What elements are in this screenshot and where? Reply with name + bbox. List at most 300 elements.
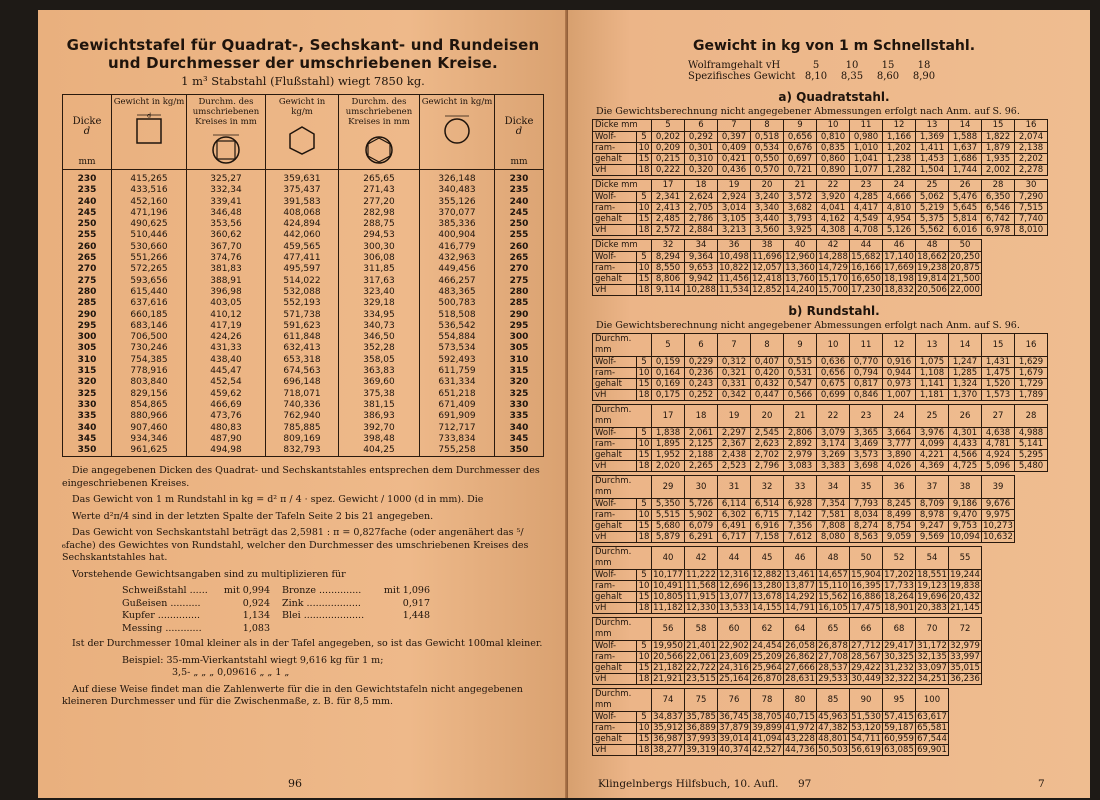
value-cell: 480,83 [187, 423, 266, 434]
value-cell: 1,838 [652, 428, 685, 439]
grade-cell: 10 [637, 263, 652, 274]
dicke-cell: 350 [495, 445, 544, 457]
value-cell: 0,175 [652, 390, 685, 401]
quadrat-tables [592, 119, 1076, 296]
value-cell: 5,726 [685, 499, 718, 510]
value-cell: 33,997 [950, 652, 980, 662]
value-cell: 9,753 [949, 521, 982, 532]
value-cell: 39,319 [686, 745, 716, 755]
value-cell: 445,47 [187, 366, 266, 377]
dicke-cell: 250 [63, 219, 112, 230]
value-cell: 0,817 [850, 379, 883, 390]
value-cell: 6,302 [718, 510, 751, 521]
value-cell: 39,014 [719, 734, 749, 744]
value-cell: 2,884 [685, 225, 718, 236]
value-cell: 530,660 [112, 242, 187, 253]
multiplier-list [122, 585, 544, 635]
value-cell: 47,382 [818, 723, 848, 733]
value-cell: 28,567 [851, 652, 881, 662]
note-2: Das Gewicht von 1 m Rundstahl in kg = d² π / 4 · spez. Gewicht / 1000 (d in mm). Die [72, 494, 484, 506]
value-cell: 0,636 [817, 357, 850, 368]
value-cell: 3,213 [718, 225, 751, 236]
size-header: 16 [1015, 120, 1048, 132]
size-header: 40 [652, 547, 685, 570]
value-cell: 6,079 [685, 521, 718, 532]
value-cell: 369,60 [339, 377, 420, 388]
table-row [593, 652, 982, 663]
section-rundstahl: b) Rundstahl. [788, 304, 880, 318]
value-cell: 35,912 [653, 723, 683, 733]
grade-cell: 18 [637, 390, 652, 401]
value-cell: 3,083 [784, 461, 817, 472]
value-cell: 1,411 [916, 143, 949, 154]
table-row [593, 390, 1048, 401]
table-row [63, 355, 544, 366]
header-label: Durchm. mm [593, 618, 652, 641]
value-cell: 26,862 [785, 652, 815, 662]
value-cell: 14,155 [752, 603, 782, 613]
row-label: Wolf- [593, 428, 637, 439]
grade-cell: 5 [637, 252, 652, 263]
dicke-cell: 320 [63, 377, 112, 388]
grade-cell: 18 [637, 532, 652, 543]
value-cell: 325,27 [187, 170, 266, 186]
grade-cell: 5 [637, 641, 652, 652]
size-header: 76 [718, 689, 751, 712]
value-cell: 0,697 [784, 154, 817, 165]
grade-cell: 10 [637, 510, 652, 521]
value-cell: 23,515 [686, 674, 716, 684]
value-cell: 30,325 [884, 652, 914, 662]
size-header: 66 [850, 618, 883, 641]
size-header: 5 [652, 120, 685, 132]
table-header-row [593, 547, 982, 570]
size-header: 14 [949, 120, 982, 132]
value-cell: 12,418 [752, 274, 782, 284]
value-cell: 16,395 [851, 581, 881, 591]
grade-cell: 5 [637, 570, 652, 581]
value-cell: 0,980 [850, 132, 883, 143]
value-cell: 0,547 [784, 379, 817, 390]
left-subtitle: 1 m³ Stabstahl (Flußstahl) wiegt 7850 kg. [181, 74, 425, 88]
size-header: 10 [817, 120, 850, 132]
value-cell: 2,892 [784, 439, 817, 450]
value-cell: 37,993 [686, 734, 716, 744]
value-cell: 0,518 [751, 132, 784, 143]
steel-weight-table [592, 239, 982, 296]
size-header: 36 [883, 476, 916, 499]
size-header: 34 [817, 476, 850, 499]
value-cell: 5,879 [652, 532, 685, 543]
row-label: gehalt [593, 214, 637, 225]
dicke-cell: 260 [63, 242, 112, 253]
size-header: 21 [784, 180, 817, 192]
dicke-cell: 285 [495, 298, 544, 309]
value-cell: 20,506 [917, 285, 947, 295]
value-cell: 19,950 [653, 641, 683, 651]
row-label: vH [593, 603, 637, 614]
value-cell: 5,680 [652, 521, 685, 532]
size-header: 25 [916, 405, 949, 428]
size-header: 100 [916, 689, 949, 712]
value-cell: 554,884 [420, 332, 495, 343]
table-row [593, 165, 1048, 176]
value-cell: 396,98 [187, 287, 266, 298]
value-cell: 0,860 [817, 154, 850, 165]
value-cell: 6,514 [751, 499, 784, 510]
value-cell: 11,915 [686, 592, 716, 602]
table-row [63, 197, 544, 208]
value-cell: 611,759 [420, 366, 495, 377]
value-cell: 0,202 [652, 132, 685, 143]
size-header: 20 [751, 405, 784, 428]
value-cell: 0,164 [652, 368, 685, 379]
multiplier-material: Kupfer .............. [122, 610, 201, 622]
grade-cell: 15 [637, 274, 652, 285]
value-cell: 6,928 [784, 499, 817, 510]
dicke-cell: 315 [495, 366, 544, 377]
value-cell: 632,413 [266, 343, 339, 354]
value-cell: 60,959 [884, 734, 914, 744]
value-cell: 5,562 [916, 225, 949, 236]
dicke-cell: 340 [495, 423, 544, 434]
value-cell: 10,822 [719, 263, 749, 273]
value-cell: 572,265 [112, 264, 187, 275]
value-cell: 9,569 [916, 532, 949, 543]
size-header: 45 [751, 547, 784, 570]
value-cell: 15,110 [818, 581, 848, 591]
header-label: Durchm. mm [593, 334, 652, 357]
value-cell: 22,902 [719, 641, 749, 651]
value-cell: 2,485 [652, 214, 685, 225]
value-cell: 40,715 [785, 712, 815, 722]
value-cell: 11,568 [686, 581, 716, 591]
value-cell: 18,662 [917, 252, 947, 262]
note-3: Werte d²π/4 sind in der letzten Spalte der Tafeln Seite 2 bis 21 angegeben. [72, 510, 434, 522]
value-cell: 2,138 [1015, 143, 1048, 154]
value-cell: 2,924 [718, 192, 751, 203]
svg-text:d: d [147, 112, 151, 120]
value-cell: 36,987 [653, 734, 683, 744]
round-section-icon [442, 111, 472, 145]
value-cell: 19,814 [917, 274, 947, 284]
header-label: Dicke mm [593, 180, 652, 192]
size-header: 35 [850, 476, 883, 499]
value-cell: 388,91 [187, 276, 266, 287]
value-cell: 8,499 [883, 510, 916, 521]
table-row [593, 592, 982, 603]
value-cell: 21,500 [950, 274, 980, 284]
header-label: Dicke mm [593, 120, 652, 132]
table-row [63, 298, 544, 309]
value-cell: 5,902 [685, 510, 718, 521]
value-cell: 1,520 [982, 379, 1015, 390]
value-cell: 2,074 [1015, 132, 1048, 143]
value-cell: 4,162 [817, 214, 850, 225]
dicke-cell: 330 [63, 400, 112, 411]
row-label: ram- [593, 263, 637, 274]
value-cell: 18,198 [884, 274, 914, 284]
size-header: 30 [1015, 180, 1048, 192]
table-row [593, 192, 1048, 203]
value-cell: 2,806 [784, 428, 817, 439]
table-row [593, 674, 982, 685]
row-label: vH [593, 285, 637, 296]
value-cell: 12,316 [719, 570, 749, 580]
value-cell: 22,061 [686, 652, 716, 662]
value-cell: 452,54 [187, 377, 266, 388]
dicke-cell: 270 [495, 264, 544, 275]
grade-cell: 15 [637, 450, 652, 461]
value-cell: 0,420 [751, 368, 784, 379]
value-cell: 0,534 [751, 143, 784, 154]
size-header: 6 [685, 120, 718, 132]
value-cell: 3,469 [850, 439, 883, 450]
value-cell: 494,98 [187, 445, 266, 457]
value-cell: 1,370 [949, 390, 982, 401]
value-cell: 38,277 [653, 745, 683, 755]
steel-weight-table [592, 404, 1048, 472]
value-cell: 4,221 [916, 450, 949, 461]
value-cell: 9,364 [685, 252, 718, 263]
size-header: 74 [652, 689, 685, 712]
grade-cell: 10 [637, 652, 652, 663]
dicke-cell: 320 [495, 377, 544, 388]
value-cell: 0,531 [784, 368, 817, 379]
header-label: Durchm. mm [593, 689, 652, 712]
value-cell: 306,08 [339, 253, 420, 264]
table-row [63, 287, 544, 298]
value-cell: 29,417 [884, 641, 914, 651]
value-cell: 43,228 [785, 734, 815, 744]
value-cell: 11,222 [686, 570, 716, 580]
value-cell: 490,625 [112, 219, 187, 230]
table-row [593, 428, 1048, 439]
value-cell: 1,108 [916, 368, 949, 379]
value-cell: 3,079 [817, 428, 850, 439]
value-cell: 6,717 [718, 532, 751, 543]
grade-cell: 5 [637, 712, 652, 723]
value-cell: 1,879 [982, 143, 1015, 154]
table-row [63, 242, 544, 253]
value-cell: 4,549 [850, 214, 883, 225]
dicke-cell: 350 [63, 445, 112, 457]
value-cell: 271,43 [339, 185, 420, 196]
value-cell: 2,265 [685, 461, 718, 472]
value-cell: 20,875 [950, 263, 980, 273]
value-cell: 4,708 [850, 225, 883, 236]
value-cell: 712,717 [420, 423, 495, 434]
value-cell: 0,312 [718, 357, 751, 368]
value-cell: 6,916 [751, 521, 784, 532]
value-cell: 2,020 [652, 461, 685, 472]
value-cell: 5,062 [916, 192, 949, 203]
value-cell: 35,015 [950, 663, 980, 673]
value-cell: 880,966 [112, 411, 187, 422]
size-header: 70 [916, 618, 949, 641]
value-cell: 8,010 [1015, 225, 1048, 236]
value-cell: 2,786 [685, 214, 718, 225]
value-cell: 532,088 [266, 287, 339, 298]
steel-weight-table [592, 179, 1048, 236]
header-label: Dicke mm [593, 240, 652, 252]
size-header: 95 [883, 689, 916, 712]
note-9: Auf diese Weise findet man die Zahlenwerte für die in den Gewichtstafeln nicht angegebenen kleineren Durchmesser und für die Zwischenmaße, z. B. für 8,5 mm. [62, 683, 523, 708]
value-cell: 1,324 [949, 379, 982, 390]
value-cell: 459,62 [187, 389, 266, 400]
value-cell: 36,745 [719, 712, 749, 722]
value-cell: 1,504 [916, 165, 949, 176]
value-cell: 0,436 [718, 165, 751, 176]
value-cell: 363,83 [339, 366, 420, 377]
value-cell: 35,785 [686, 712, 716, 722]
value-cell: 4,954 [883, 214, 916, 225]
header-dicke-right: Dicke d mm [495, 95, 544, 170]
value-cell: 19,244 [950, 570, 980, 580]
multiplier-material: Messing ............ [122, 622, 202, 634]
value-cell: 0,222 [652, 165, 685, 176]
value-cell: 0,397 [718, 132, 751, 143]
hexagon-section-icon [287, 121, 317, 155]
value-cell: 9,186 [949, 499, 982, 510]
value-cell: 733,834 [420, 434, 495, 445]
value-cell: 288,75 [339, 219, 420, 230]
value-cell: 4,301 [949, 428, 982, 439]
value-cell: 2,297 [718, 428, 751, 439]
value-cell: 6,742 [982, 214, 1015, 225]
value-cell: 1,686 [949, 154, 982, 165]
value-cell: 9,247 [916, 521, 949, 532]
multiplier-col-right [282, 585, 442, 635]
value-cell: 1,431 [982, 357, 1015, 368]
wolfram-value: 5 [812, 60, 820, 71]
value-cell: 41,972 [785, 723, 815, 733]
value-cell: 340,73 [339, 321, 420, 332]
value-cell: 6,978 [982, 225, 1015, 236]
table-row [593, 263, 982, 274]
size-header: 9 [784, 334, 817, 357]
value-cell: 0,447 [751, 390, 784, 401]
size-header: 40 [784, 240, 817, 252]
grade-cell: 18 [637, 745, 652, 756]
value-cell: 359,631 [266, 170, 339, 186]
note-5: Vorstehende Gewichtsangaben sind zu multiplizieren für [72, 568, 346, 580]
size-header: 8 [751, 120, 784, 132]
value-cell: 3,240 [751, 192, 784, 203]
size-header: 54 [916, 547, 949, 570]
value-cell: 10,288 [686, 285, 716, 295]
value-cell: 14,240 [785, 285, 815, 295]
value-cell: 19,696 [917, 592, 947, 602]
dicke-cell: 280 [63, 287, 112, 298]
value-cell: 3,573 [850, 450, 883, 461]
value-cell: 1,935 [982, 154, 1015, 165]
row-label: ram- [593, 203, 637, 214]
dicke-cell: 295 [495, 321, 544, 332]
value-cell: 19,838 [950, 581, 980, 591]
page-number-right: 97 [798, 778, 812, 790]
value-cell: 20,383 [917, 603, 947, 613]
value-cell: 1,629 [1015, 357, 1048, 368]
size-header: 39 [982, 476, 1015, 499]
value-cell: 323,40 [339, 287, 420, 298]
size-header: 12 [883, 120, 916, 132]
steel-weight-table [592, 333, 1048, 401]
header-durchm-quadrat: Durchm. des umschriebenen Kreises in mm [187, 95, 266, 170]
value-cell: 19,238 [917, 263, 947, 273]
value-cell: 1,166 [883, 132, 916, 143]
size-header: 15 [982, 120, 1015, 132]
size-header: 13 [916, 120, 949, 132]
value-cell: 740,336 [266, 400, 339, 411]
value-cell: 4,924 [982, 450, 1015, 461]
value-cell: 28,537 [818, 663, 848, 673]
value-cell: 592,493 [420, 355, 495, 366]
row-label: Wolf- [593, 192, 637, 203]
table-row [593, 274, 982, 285]
value-cell: 24,316 [719, 663, 749, 673]
value-cell: 2,705 [685, 203, 718, 214]
row-label: ram- [593, 439, 637, 450]
size-header: 30 [685, 476, 718, 499]
value-cell: 27,708 [818, 652, 848, 662]
value-cell: 0,236 [685, 368, 718, 379]
row-label: Wolf- [593, 712, 637, 723]
value-cell: 6,291 [685, 532, 718, 543]
value-cell: 0,310 [685, 154, 718, 165]
value-cell: 4,988 [1015, 428, 1048, 439]
grade-cell: 10 [637, 723, 652, 734]
dicke-cell: 310 [63, 355, 112, 366]
value-cell: 26,058 [785, 641, 815, 651]
value-cell: 37,879 [719, 723, 749, 733]
value-cell: 10,491 [653, 581, 683, 591]
size-header: 55 [949, 547, 982, 570]
value-cell: 12,696 [719, 581, 749, 591]
table-row [63, 230, 544, 241]
row-label: gehalt [593, 521, 637, 532]
size-header: 13 [916, 334, 949, 357]
size-header: 38 [751, 240, 784, 252]
table-row [593, 712, 949, 723]
table-row [593, 225, 1048, 236]
value-cell: 4,285 [850, 192, 883, 203]
value-cell: 18,551 [917, 570, 947, 580]
note-1: Die angegebenen Dicken des Quadrat- und Sechskantstahles entsprechen dem Durchmesser des eingeschriebenen Kreises. [62, 465, 540, 489]
table-header-row [593, 240, 982, 252]
value-cell: 483,365 [420, 287, 495, 298]
square-in-circle-icon [209, 131, 243, 165]
value-cell: 33,097 [917, 663, 947, 673]
value-cell: 0,252 [685, 390, 718, 401]
value-cell: 15,562 [818, 592, 848, 602]
size-header: 17 [652, 180, 685, 192]
value-cell: 0,810 [817, 132, 850, 143]
value-cell: 45,963 [818, 712, 848, 722]
value-cell: 6,715 [751, 510, 784, 521]
value-cell: 19,123 [917, 581, 947, 591]
dicke-cell: 240 [63, 197, 112, 208]
multiplier-material: Gußeisen .......... [122, 597, 201, 609]
value-cell: 300,30 [339, 242, 420, 253]
value-cell: 1,010 [850, 143, 883, 154]
value-cell: 3,793 [784, 214, 817, 225]
note-8: 3,5- „ „ „ 0,09616 „ „ 1 „ [172, 667, 290, 679]
dicke-cell: 335 [495, 411, 544, 422]
value-cell: 1,729 [1015, 379, 1048, 390]
value-cell: 56,619 [851, 745, 881, 755]
value-cell: 1,679 [1015, 368, 1048, 379]
